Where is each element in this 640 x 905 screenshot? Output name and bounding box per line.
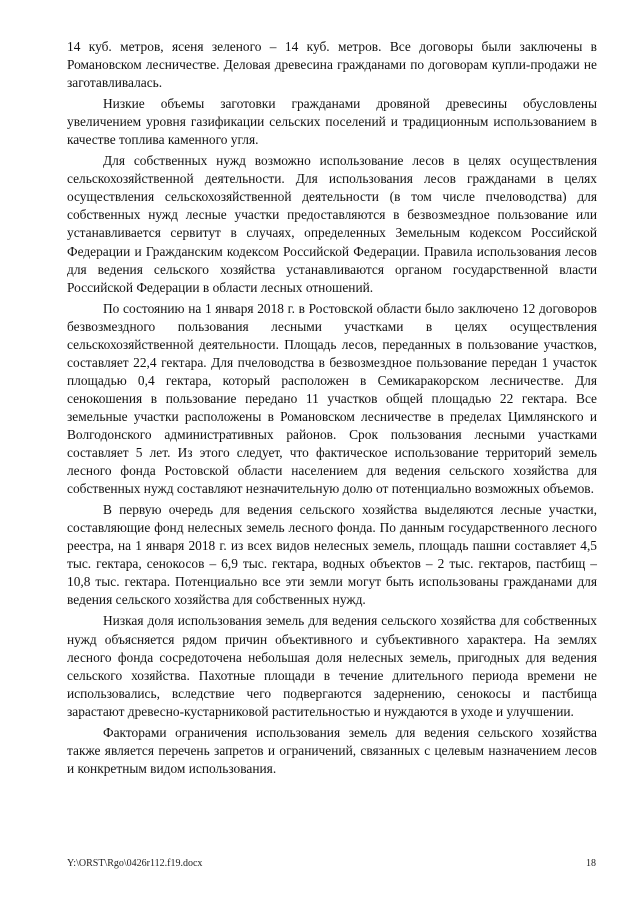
body-text bbox=[67, 38, 597, 778]
paragraph-5: В первую очередь для ведения сельского хозяйства выделяются лесные участки, составляющие фонд нелесных земель лесного фонда. По данным государственного лесного реестра, на 1 января 2018 г. из всех видов нелесных земель, площадь пашни составляет 4,5 тыс. гектара, сенокосов – 6,9 тыс. гектара, водных объектов – 2 тыс. гектаров, пастбищ – 10,8 тыс. гектара. Потенциально все эти земли могут быть использованы гражданами для ведения сельского хозяйства для собственных нужд. bbox=[67, 502, 597, 608]
paragraph-1: 14 куб. метров, ясеня зеленого – 14 куб. метров. Все договоры были заключены в Романовском лесничестве. Деловая древесина гражданами по договорам купли-продажи не заготавливалась. bbox=[67, 39, 597, 91]
paragraph-6: Низкая доля использования земель для ведения сельского хозяйства для собственных нужд объясняется рядом причин объективного и субъективного характера. На землях лесного фонда сосредоточена небольшая доля нелесных земель, пригодных для ведения сельского хозяйства. Пахотные площади в течение длительного периода времени не использовались, вследствие чего подвергаются задернению, сенокосы и пастбища зарастают древесно-кустарниковой растительностью и нуждаются в уходе и улучшении. bbox=[67, 613, 597, 719]
paragraph-4: По состоянию на 1 января 2018 г. в Ростовской области было заключено 12 договоров безвозмездного пользования лесными участками в целях осуществления сельскохозяйственной деятельности. Площадь лесов, переданных в пользование участков, составляет 22,4 гектара. Для пчеловодства в безвозмездное пользование передан 1 участок площадью 0,4 гектара, который расположен в Семикаракорском лесничестве. Для сенокошения в пользование передано 11 участков общей площадью 22 гектара. Все земельные участки расположены в Романовском лесничестве в пределах Цимлянского и Волгодонского административных районов. Срок пользования лесными участками составляет 5 лет. Из этого следует, что фактическое использование территорий земель лесного фонда Ростовской области населением для ведения сельского хозяйства для собственных нужд составляют незначительную долю от потенциально возможных объемов. bbox=[67, 300, 597, 497]
paragraph-3: Для собственных нужд возможно использование лесов в целях осуществления сельскохозяйственной деятельности. Для использования лесов гражданами в целях осуществления сельскохозяйственной деятельности (в том числе пчеловодства) для собственных нужд лесные участки предоставляются в безвозмездное пользование или устанавливается сервитут в случаях, определенных Земельным кодексом Российской Федерации и Гражданским кодексом Российской Федерации. Правила использования лесов для ведения сельского хозяйства устанавливаются органом государственной власти Российской Федерации в области лесных отношений. bbox=[67, 153, 597, 295]
paragraph-2: Низкие объемы заготовки гражданами дровяной древесины обусловлены увеличением уровня газификации сельских поселений и традиционным использованием в качестве топлива каменного угля. bbox=[67, 96, 597, 148]
paragraph-7: Факторами ограничения использования земель для ведения сельского хозяйства также является перечень запретов и ограничений, связанных с целевым назначением лесов и конкретным видом использования. bbox=[67, 724, 597, 776]
footer-file-path: Y:\ORST\Rgo\0426r112.f19.docx bbox=[67, 858, 203, 869]
page-number: 18 bbox=[586, 858, 596, 869]
